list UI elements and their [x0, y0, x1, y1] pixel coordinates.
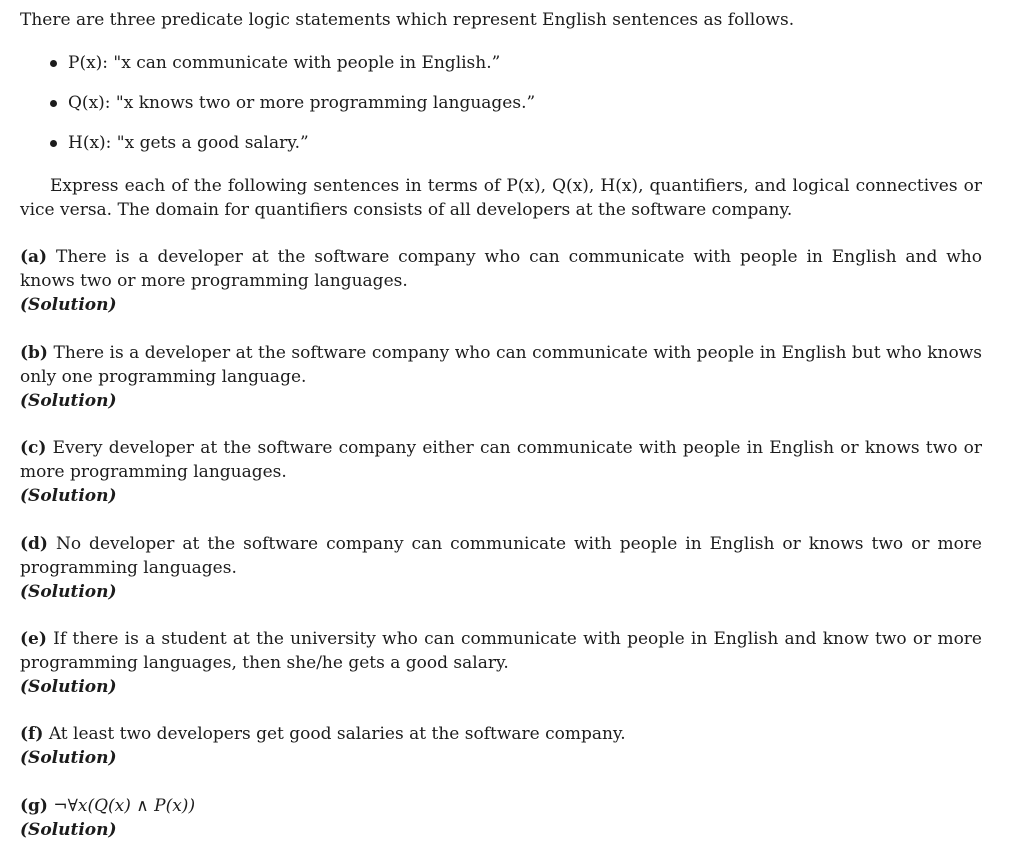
problem-a	[20, 245, 982, 317]
problem-label: (e)	[20, 629, 47, 649]
problem-statement	[20, 532, 982, 580]
solution-link[interactable]: (Solution)	[20, 295, 117, 315]
problem-e	[20, 627, 982, 699]
predicate-item: P(x): "x can communicate with people in English.”	[20, 51, 535, 75]
problem-text: No developer at the software company can communicate with people in English or knows two or more programming languages.	[20, 534, 982, 578]
problem-statement	[20, 627, 982, 675]
problem-label: (g)	[20, 796, 48, 816]
problem-statement	[20, 722, 982, 746]
instructions-paragraph: Express each of the following sentences in terms of P(x), Q(x), H(x), quantifiers, and logical connectives or vice versa. The domain for quantifiers consists of all developers at the software company.	[20, 176, 982, 220]
problem-label: (a)	[20, 247, 48, 267]
solution-link[interactable]: (Solution)	[20, 820, 117, 840]
problem-text: There is a developer at the software company who can communicate with people in English and who knows two or more programming languages.	[20, 247, 982, 291]
solution-link[interactable]: (Solution)	[20, 748, 117, 768]
problem-label: (c)	[20, 438, 47, 458]
problem-text: There is a developer at the software company who can communicate with people in English but who knows only one programming language.	[20, 343, 983, 387]
problem-d	[20, 532, 982, 604]
problem-label: (b)	[20, 343, 48, 363]
logic-formula: ¬∀x(Q(x) ∧ P(x))	[53, 796, 196, 816]
problem-c	[20, 436, 982, 508]
problem-text: At least two developers get good salaries at the software company.	[48, 724, 626, 744]
intro-text: There are three predicate logic statements which represent English sentences as follows.	[20, 10, 795, 30]
problem-statement	[20, 436, 982, 484]
problem-label: (d)	[20, 534, 48, 554]
predicate-item: Q(x): "x knows two or more programming languages.”	[20, 91, 535, 115]
problem-statement	[20, 794, 982, 818]
problem-text: Every developer at the software company either can communicate with people in English or knows two or more programming languages.	[20, 438, 983, 482]
problem-f	[20, 722, 982, 770]
solution-link[interactable]: (Solution)	[20, 391, 117, 411]
predicate-item: H(x): "x gets a good salary.”	[20, 131, 535, 155]
problem-statement	[20, 341, 982, 389]
problem-g	[20, 794, 982, 842]
problem-b	[20, 341, 982, 413]
solution-link[interactable]: (Solution)	[20, 582, 117, 602]
predicate-list	[20, 51, 535, 171]
solution-link[interactable]: (Solution)	[20, 677, 117, 697]
solution-link[interactable]: (Solution)	[20, 486, 117, 506]
problem-label: (f)	[20, 724, 44, 744]
problem-statement	[20, 245, 982, 293]
problem-text: If there is a student at the university who can communicate with people in English and know two or more programming languages, then she/he gets a good salary.	[20, 629, 982, 673]
